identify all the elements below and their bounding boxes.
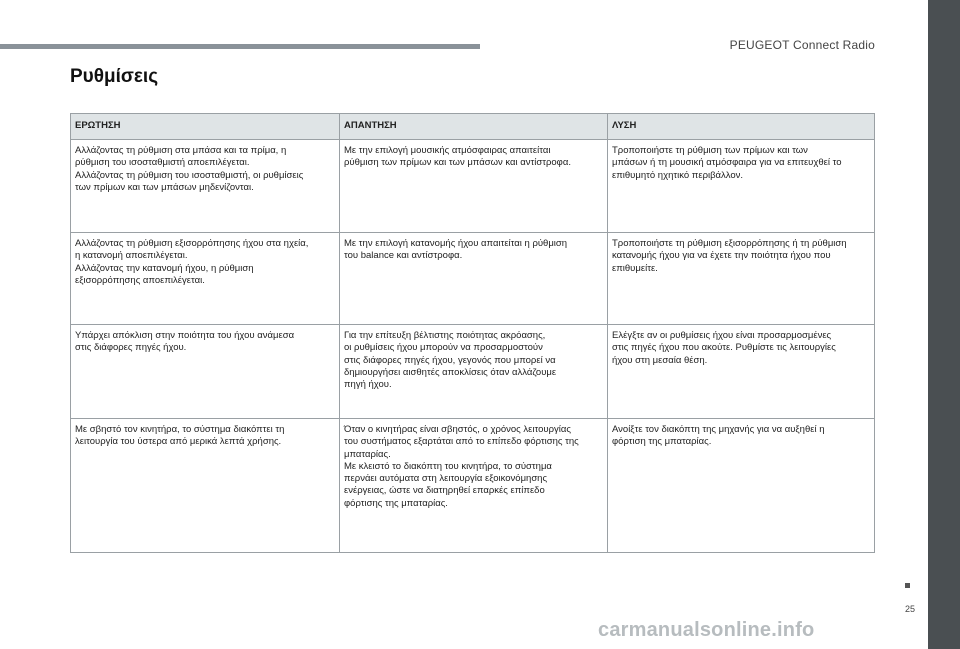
column-header-answer: ΑΠΑΝΤΗΣΗ [340, 114, 608, 140]
answer-cell [340, 325, 608, 419]
question-text: Αλλάζοντας τη ρύθμιση στα μπάσα και τα πρίμα, η ρύθμιση του ισοσταθμιστή αποεπιλέγεται. Αλλάζοντας τη ρύθμιση του ισοσταθμιστή, οι ρυθμίσεις των πρίμων και των μπάσων μηδενίζονται. [75, 145, 304, 193]
page-edge-strip [928, 0, 960, 649]
solution-text: Τροποποιήστε τη ρύθμιση εξισορρόπησης ή τη ρύθμιση κατανομής ήχου για να έχετε την ποιότητα ήχου που επιθυμείτε. [612, 238, 847, 274]
solution-text: Τροποποιήστε τη ρύθμιση των πρίμων και των μπάσων ή τη μουσική ατμόσφαιρα για να επιτευχθεί το επιθυμητό ηχητικό περιβάλλον. [612, 145, 842, 181]
solution-cell [608, 233, 875, 325]
table-row [71, 140, 875, 233]
answer-cell [340, 140, 608, 233]
question-cell [71, 140, 340, 233]
solution-cell [608, 140, 875, 233]
table-row [71, 233, 875, 325]
answer-cell [340, 419, 608, 553]
answer-text: Όταν ο κινητήρας είναι σβηστός, ο χρόνος λειτουργίας του συστήματος εξαρτάται από το επίπεδο φόρτισης της μπαταρίας. Με κλειστό το διακόπτη του κινητήρα, το σύστημα περνάει αυτόματα στη λειτουργία εξοικονόμησης ενέργειας, ώστε να διατηρηθεί επαρκές επίπεδο φόρτισης της μπαταρίας. [344, 424, 579, 509]
page-number: 25 [905, 604, 916, 614]
question-cell [71, 325, 340, 419]
page-title: Ρυθμίσεις [70, 66, 159, 87]
answer-text: Με την επιλογή μουσικής ατμόσφαιρας απαιτείται ρύθμιση των πρίμων και των μπάσων και αντίστροφα. [344, 145, 571, 169]
question-cell [71, 233, 340, 325]
solution-text: Ανοίξτε τον διακόπτη της μηχανής για να αυξηθεί η φόρτιση της μπαταρίας. [612, 424, 825, 448]
column-header-solution: ΛΥΣΗ [608, 114, 875, 140]
column-header-question: ΕΡΩΤΗΣΗ [71, 114, 340, 140]
table-row [71, 325, 875, 419]
page-marker [905, 583, 910, 588]
solution-cell [608, 419, 875, 553]
header-rule [0, 44, 480, 49]
header-brand: PEUGEOT Connect Radio [729, 38, 875, 52]
question-text: Υπάρχει απόκλιση στην ποιότητα του ήχου ανάμεσα στις διάφορες πηγές ήχου. [75, 330, 295, 354]
question-text: Με σβηστό τον κινητήρα, το σύστημα διακόπτει τη λειτουργία του ύστερα από μερικά λεπτά χρήσης. [75, 424, 285, 448]
solution-text: Ελέγξτε αν οι ρυθμίσεις ήχου είναι προσαρμοσμένες στις πηγές ήχου που ακούτε. Ρυθμίστε τις λειτουργίες ήχου στη μεσαία θέση. [612, 330, 836, 366]
table-row [71, 419, 875, 553]
question-text: Αλλάζοντας τη ρύθμιση εξισορρόπησης ήχου στα ηχεία, η κατανομή αποεπιλέγεται. Αλλάζοντας την κατανομή ήχου, η ρύθμιση εξισορρόπησης αποεπιλέγεται. [75, 238, 309, 286]
answer-text: Για την επίτευξη βέλτιστης ποιότητας ακρόασης, οι ρυθμίσεις ήχου μπορούν να προσαρμοστούν στις διάφορες πηγές ήχου, γεγονός που μπορεί να δημιουργήσει αισθητές αποκλίσεις όταν αλλάζουμε πηγή ήχου. [344, 330, 557, 391]
answer-text: Με την επιλογή κατανομής ήχου απαιτείται η ρύθμιση του balance και αντίστροφα. [344, 238, 568, 262]
question-cell [71, 419, 340, 553]
troubleshooting-table [70, 113, 875, 553]
table-header-row [71, 114, 875, 140]
watermark: carmanualsonline.info [598, 619, 815, 641]
answer-cell [340, 233, 608, 325]
solution-cell [608, 325, 875, 419]
